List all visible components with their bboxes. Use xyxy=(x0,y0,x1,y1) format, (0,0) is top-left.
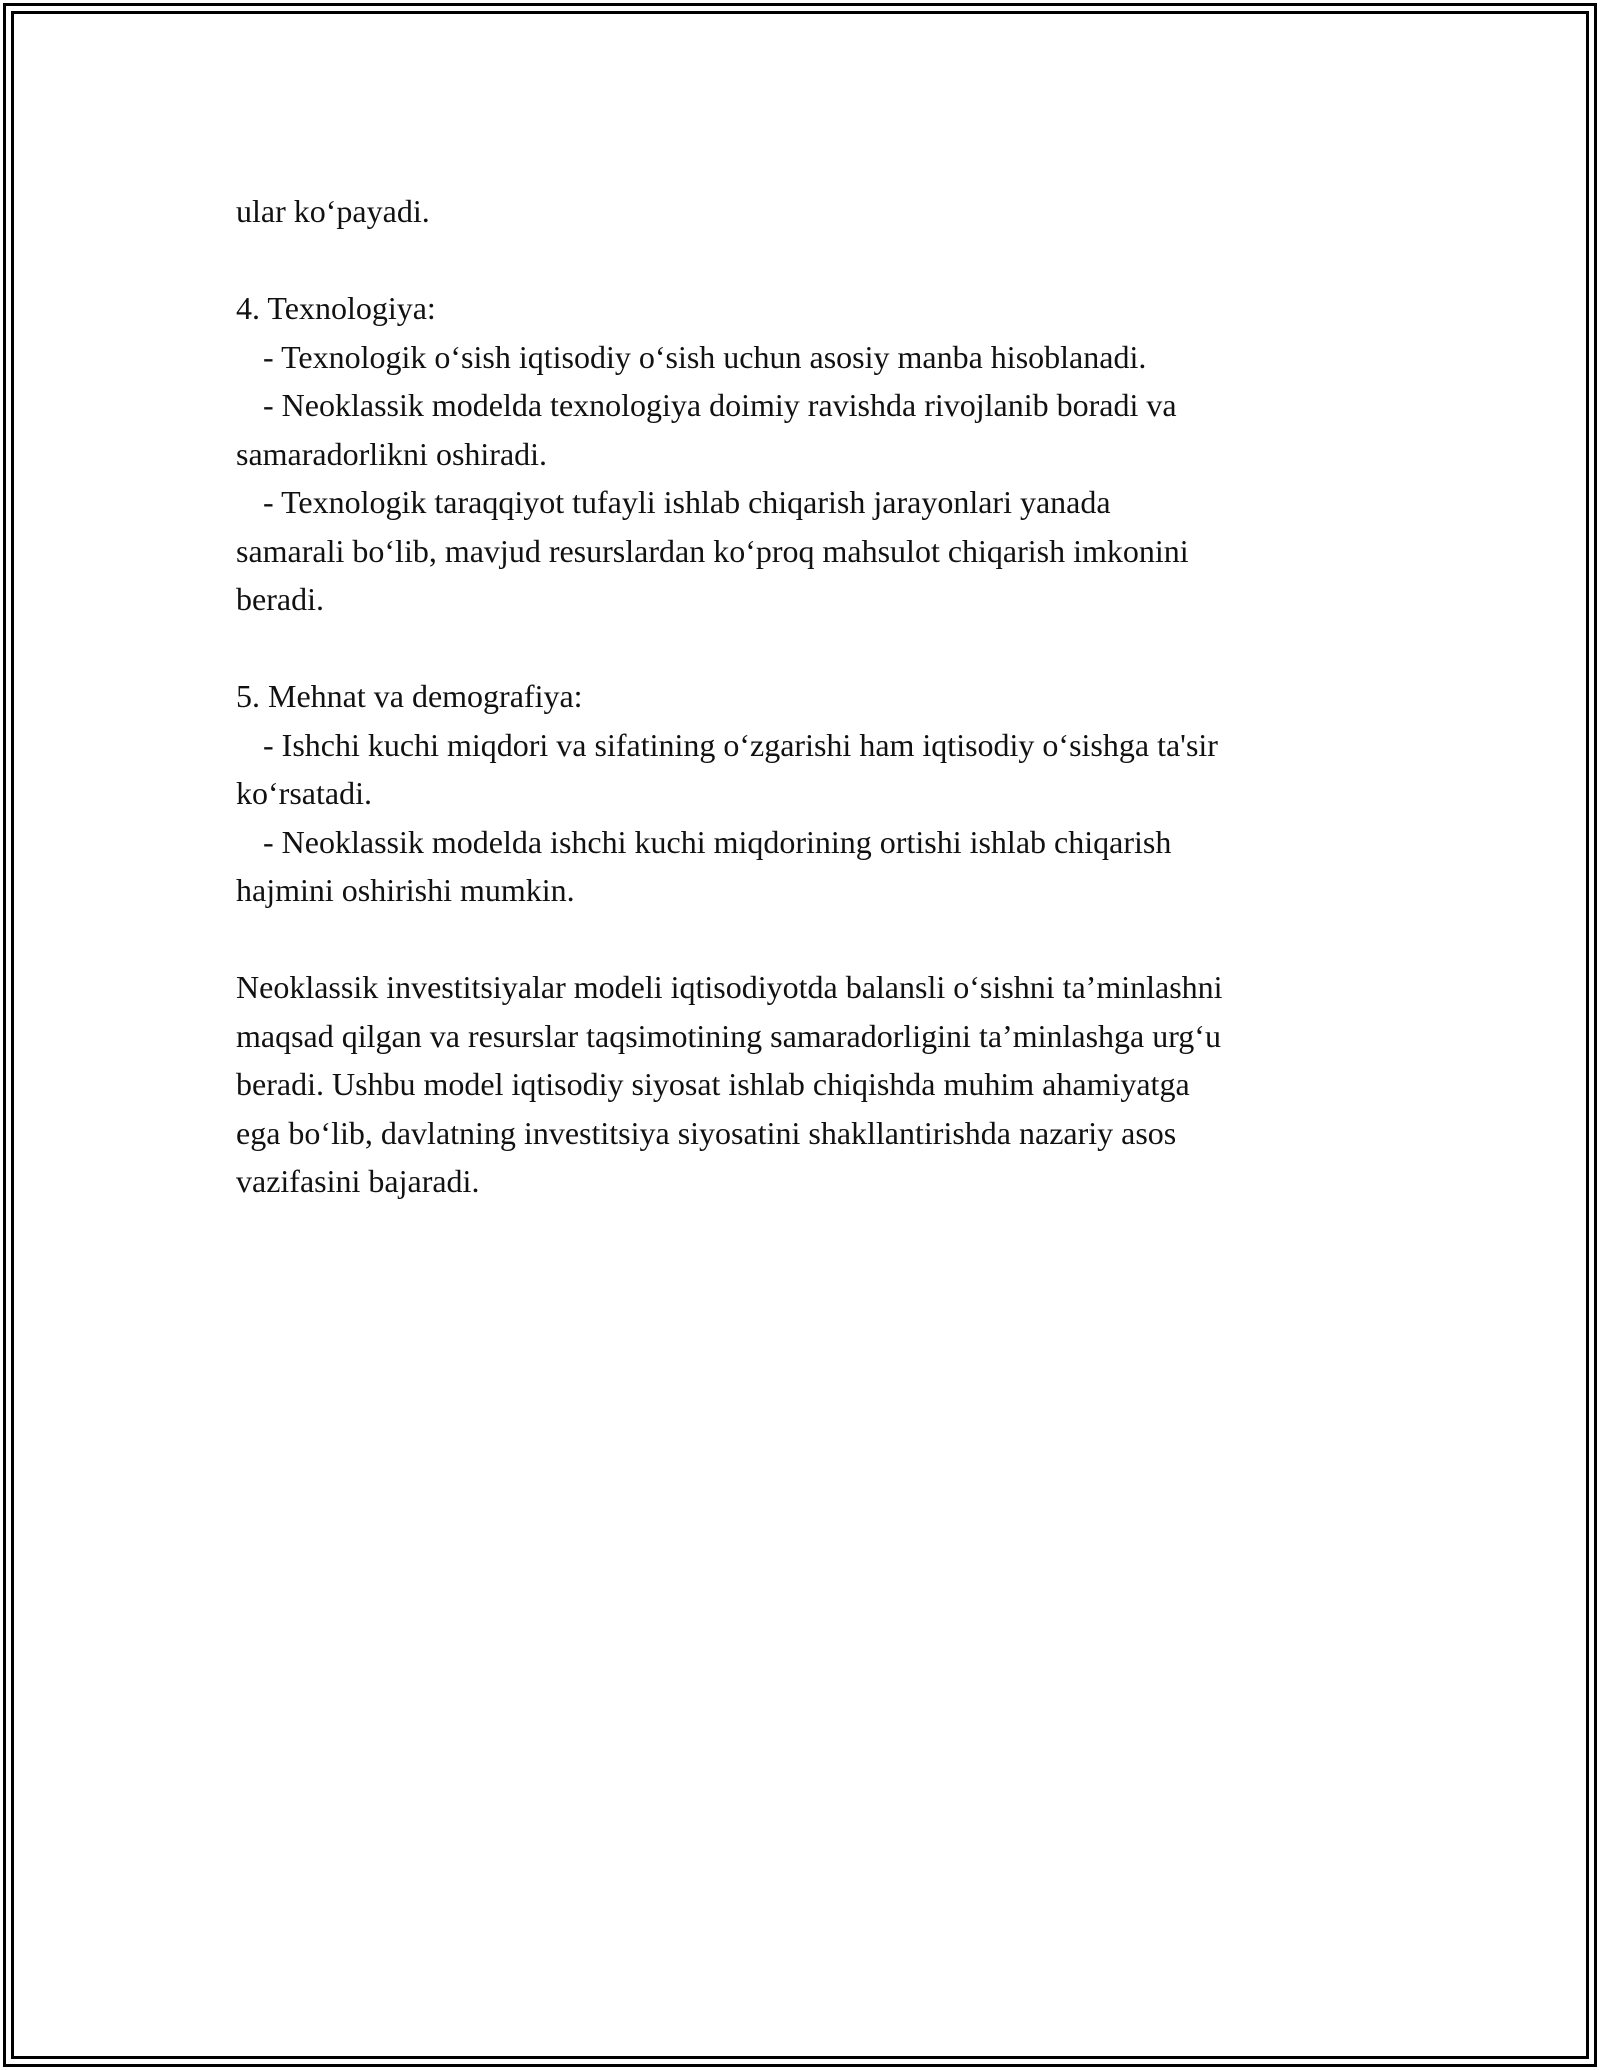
text-line: samarali bo‘lib, mavjud resurslardan ko‘proq mahsulot chiqarish imkonini xyxy=(236,532,1189,569)
text-line: hajmini oshirishi mumkin. xyxy=(236,872,575,908)
text-line: Neoklassik investitsiyalar modeli iqtisodiyotda balansli o‘sishni ta’minlashni xyxy=(236,969,1223,1005)
text-line: - Neoklassik modelda texnologiya doimiy ravishda rivojlanib boradi va xyxy=(263,387,1177,423)
text-line: vazifasini bajaradi. xyxy=(236,1163,480,1199)
text-line: ko‘rsatadi. xyxy=(236,775,372,811)
text-line: - Texnologik o‘sish iqtisodiy o‘sish uchun asosiy manba hisoblanadi. xyxy=(263,338,1147,375)
text-line: ular ko‘payadi. xyxy=(236,193,430,229)
text-line: maqsad qilgan va resurslar taqsimotining samaradorligini ta’minlashga urg‘u xyxy=(236,1017,1221,1054)
paragraph xyxy=(236,284,1376,624)
paragraph xyxy=(236,672,1376,915)
text-line: ega bo‘lib, davlatning investitsiya siyosatini shakllantirishda nazariy asos xyxy=(236,1114,1177,1151)
text-line: 5. Mehnat va demografiya: xyxy=(236,678,583,714)
text-line: 4. Texnologiya: xyxy=(236,290,436,326)
text-line: - Neoklassik modelda ishchi kuchi miqdorining ortishi ishlab chiqarish xyxy=(263,823,1172,860)
text-line: beradi. Ushbu model iqtisodiy siyosat ishlab chiqishda muhim ahamiyatga xyxy=(236,1066,1190,1102)
text-line: - Ishchi kuchi miqdori va sifatining o‘zgarishi ham iqtisodiy o‘sishga ta'sir xyxy=(263,726,1218,763)
document-body xyxy=(236,187,1376,1254)
text-line: beradi. xyxy=(236,581,324,617)
text-line: - Texnologik taraqqiyot tufayli ishlab chiqarish jarayonlari yanada xyxy=(263,484,1111,520)
paragraph xyxy=(236,963,1376,1206)
paragraph xyxy=(236,187,1376,236)
text-line: samaradorlikni oshiradi. xyxy=(236,435,548,472)
